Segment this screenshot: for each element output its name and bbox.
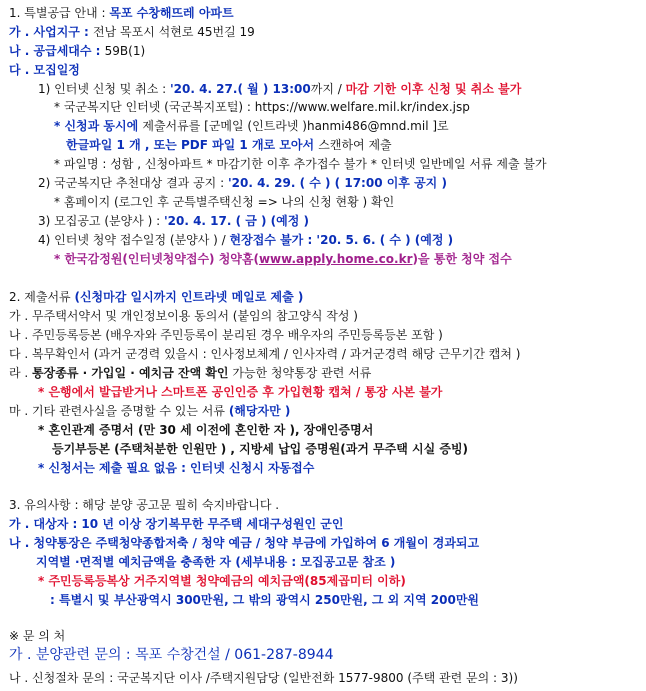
section1-title: 1. 특별공급 안내 : 목포 수창해뜨레 아파트 (9, 6, 234, 20)
sales-contact: 가 . 분양관련 문의 : 목포 수창건설 / 061-287-8944 (9, 647, 334, 663)
bank-issue-note: * 은행에서 발급받거나 스마트폰 공인인증 후 가입현황 캡쳐 / 통장 사본 불가 (38, 385, 443, 399)
supply-units: 나 . 공급세대수 : 59B(1) (9, 44, 146, 58)
schedule-item-2: 2) 국군복지단 추천대상 결과 공지 : '20. 4. 29. ( 수 ) ( 17:00 이후 공지 ) (38, 176, 447, 190)
auto-receipt-note: * 신청서는 제출 필요 없음 : 인터넷 신청시 자동접수 (38, 461, 315, 475)
marriage-cert-note: * 혼인관계 증명서 (만 30 세 이전에 혼인한 자 ), 장애인증명서 (38, 423, 374, 437)
submission-note: * 신청과 동시에 제출서류를 [군메일 (인트라넷 )hanmi486@mnd.mil ]로 (54, 119, 449, 133)
schedule-item-4: 4) 인터넷 청약 접수일정 (분양사 ) / 현장접수 불가 : '20. 5. 6. ( 수 ) (예정 ) (38, 233, 454, 247)
doc-service-certificate: 다 . 복무확인서 (과거 군경력 있을시 : 인사정보체계 / 인사자력 / 과거군경력 해당 근무기간 캡쳐 ) (9, 347, 521, 361)
schedule-item-3: 3) 모집공고 (분양사 ) : '20. 4. 17. ( 금 ) (예정 ) (38, 214, 310, 228)
file-format-note: 한글파일 1 개 , 또는 PDF 파일 1 개로 모아서 스캔하여 제출 (66, 138, 392, 152)
apartment-name: 목포 수창해뜨레 아파트 (109, 6, 234, 20)
doc-resident-register: 나 . 주민등록등본 (배우자와 주민등록이 분리된 경우 배우자의 주민등록등본 포함 ) (9, 328, 443, 342)
section3-title: 3. 유의사항 : 해당 분양 공고문 필히 숙지바랍니다 . (9, 498, 280, 512)
doc-other: 마 . 기타 관련사실을 증명할 수 있는 서류 (해당자만 ) (9, 404, 291, 418)
section2-title: 2. 제출서류 (신청마감 일시까지 인트라넷 메일로 제출 ) (9, 290, 304, 304)
savings-requirement: 나 . 청약통장은 주택청약종합저축 / 청약 예금 / 청약 부금에 가입하여 6 개월이 경과되고 (9, 536, 480, 550)
apply-home-link[interactable]: www.apply.home.co.kr (258, 252, 413, 266)
doc-pledge: 가 . 무주택서약서 및 개인정보이용 동의서 (붙임의 참고양식 작성 ) (9, 309, 358, 323)
welfare-portal-note: * 국군복지단 인터넷 (국군복지포털) : https://www.welfare.mil.kr/index.jsp (54, 100, 470, 114)
registry-note: 등기부등본 (주택처분한 인원만 ) , 지방세 납입 증명원(과거 무주택 시실 증빙) (52, 442, 469, 456)
deposit-amounts: : 특별시 및 부산광역시 300만원, 그 밖의 광역시 250만원, 그 외 지역 200만원 (50, 593, 479, 607)
contact-title: ※ 문 의 처 (9, 629, 66, 643)
eligibility: 가 . 대상자 : 10 년 이상 장기복무한 무주택 세대구성원인 군인 (9, 517, 344, 531)
schedule-heading: 다 . 모집일정 (9, 63, 80, 77)
doc-savings-account: 라 . 통장종류 · 가입일 · 예치금 잔액 확인 가능한 청약통장 관련 서류 (9, 366, 372, 380)
project-site: 가 . 사업지구 : 전남 목포시 석현로 45번길 19 (9, 25, 255, 39)
deposit-amount-note: * 주민등록등복상 거주지역별 청약예금의 예치금액(85제곱미터 이하) (38, 574, 406, 588)
file-name-note: * 파일명 : 성함 , 신청아파트 * 마감기한 이후 추가접수 불가 * 인터넷 일반메일 서류 제출 불가 (54, 157, 547, 171)
schedule-item-1: 1) 인터넷 신청 및 취소 : '20. 4. 27.( 월 ) 13:00까지 / 마감 기한 이후 신청 및 취소 불가 (38, 82, 522, 96)
apply-home-note: * 한국감정원(인터넷청약접수) 청약홈(www.apply.home.co.kr)을 통한 청약 접수 (54, 252, 512, 266)
deposit-requirement: 지역별 ·면적별 예치금액을 충족한 자 (세부내용 : 모집공고문 참조 ) (36, 555, 396, 569)
result-check-note: * 홈페이지 (로그인 후 군특별주택신청 => 나의 신청 현황 ) 확인 (54, 195, 395, 209)
procedure-contact: 나 . 신청절차 문의 : 국군복지단 이사 /주택지원담당 (일반전화 1577-9800 (주택 관련 문의 : 3)) (9, 671, 518, 685)
